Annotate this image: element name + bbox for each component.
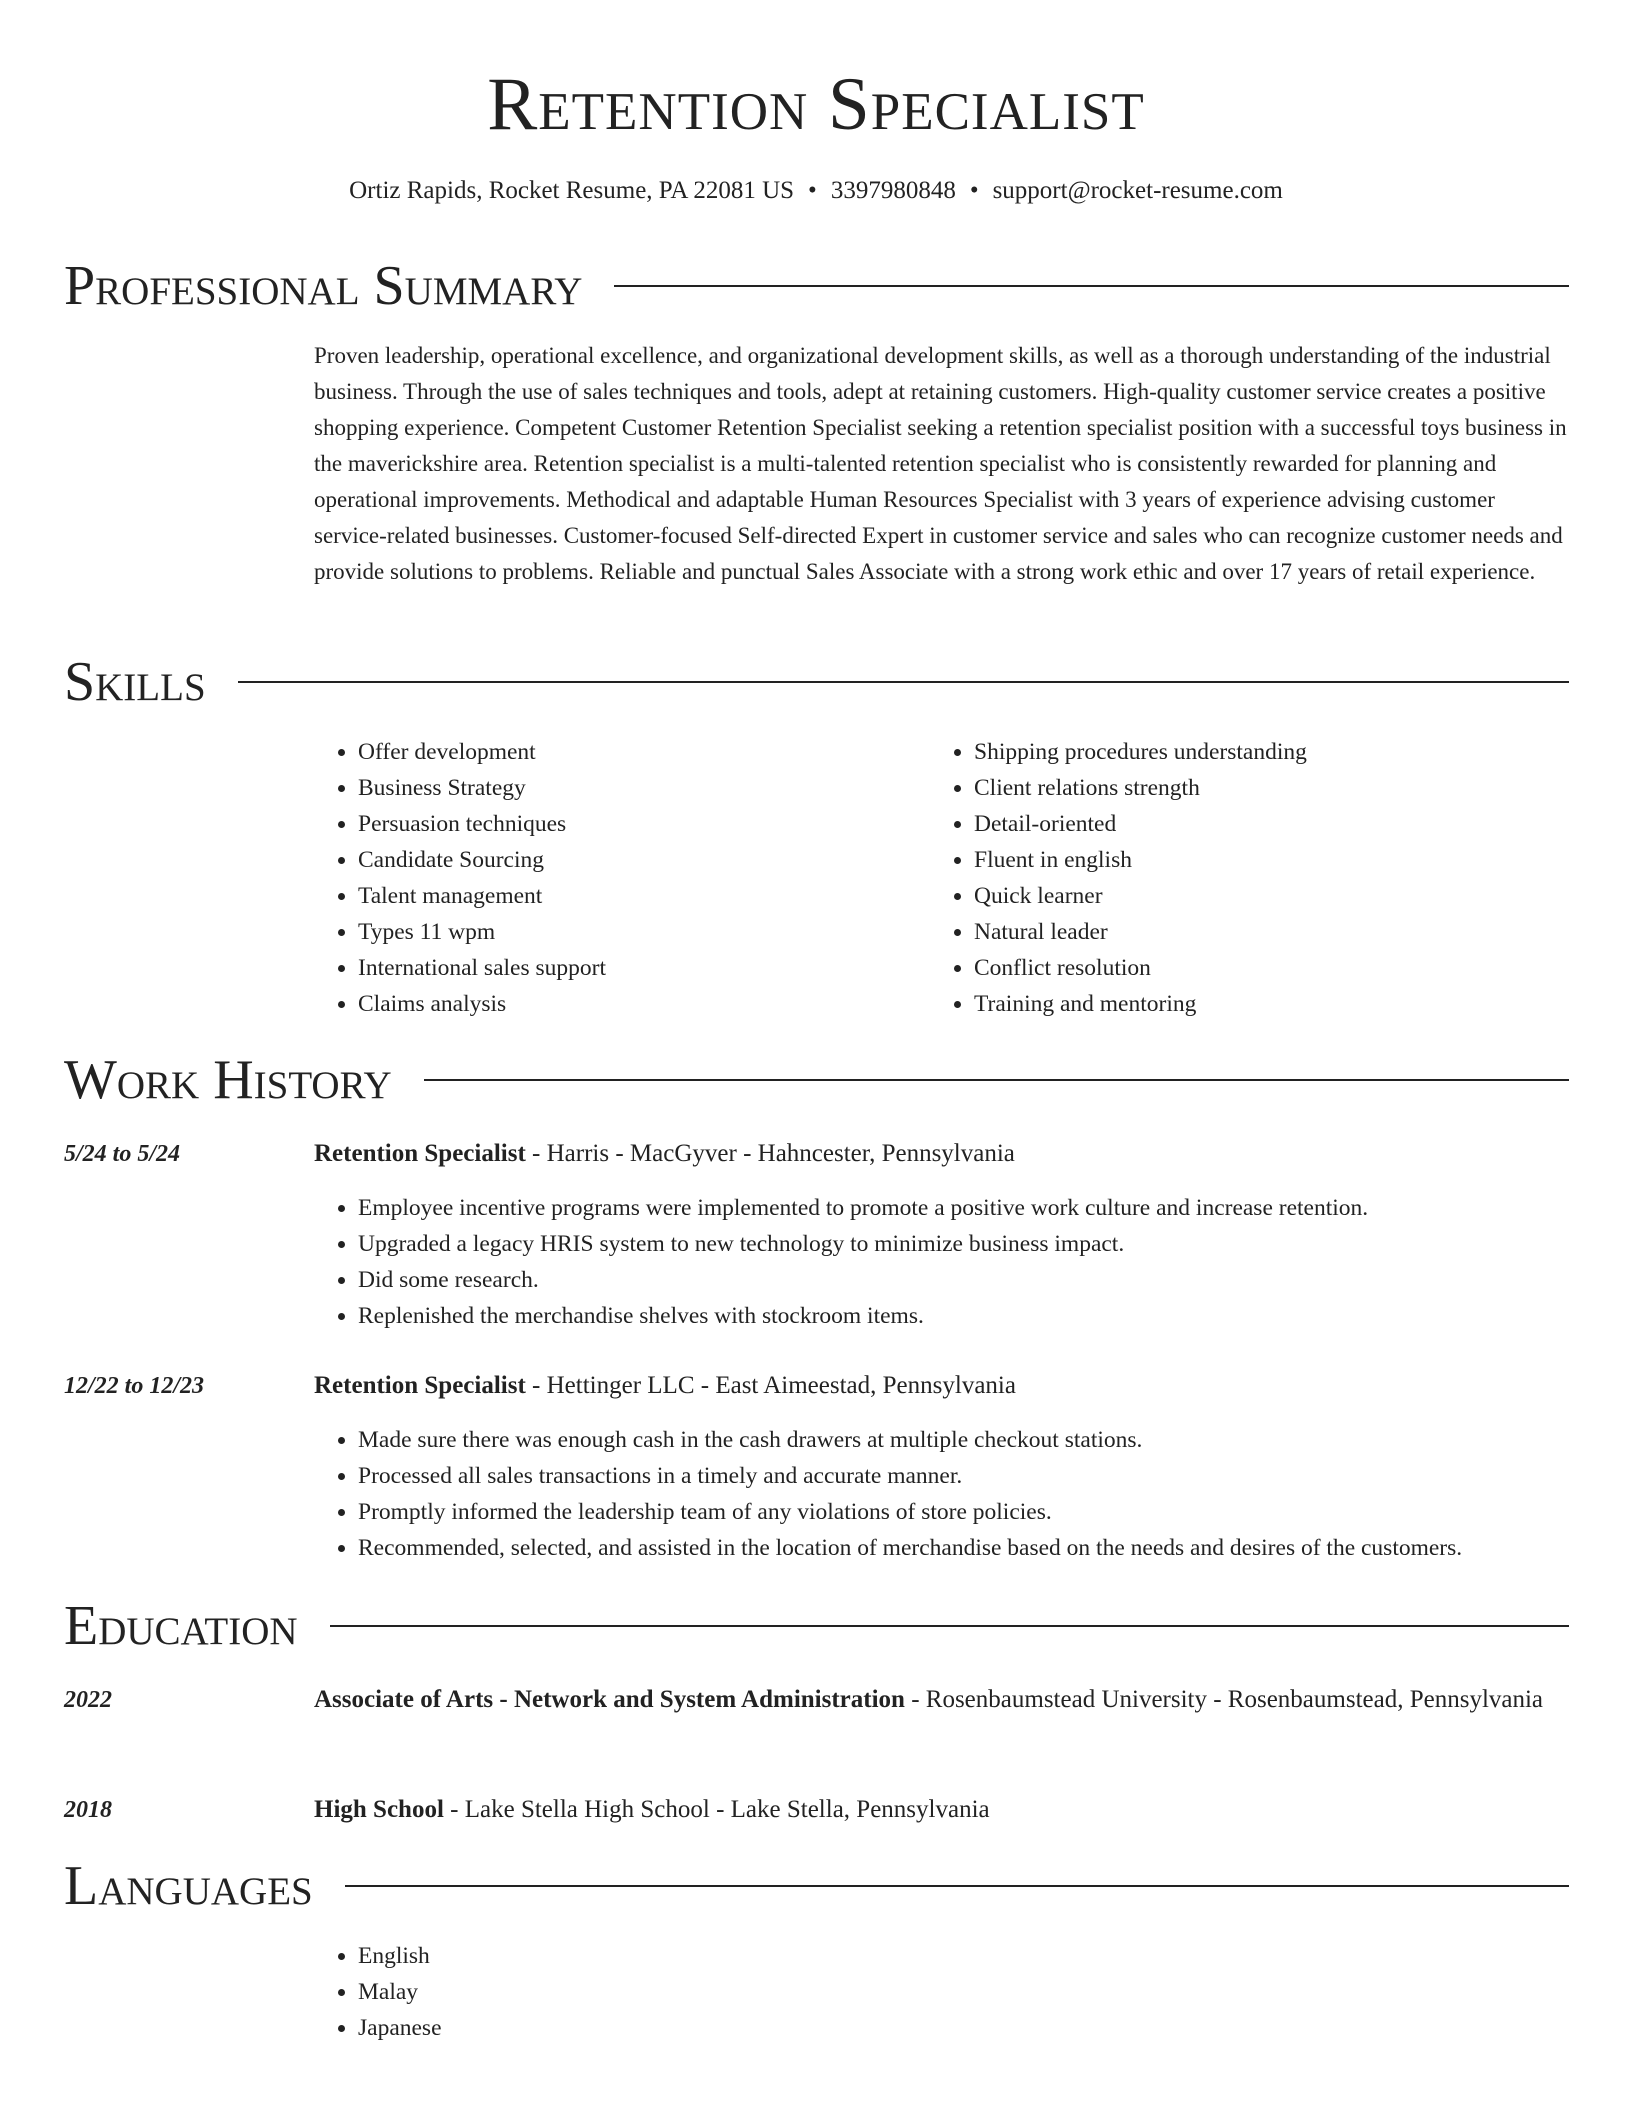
education-degree: High School	[314, 1796, 444, 1823]
language-item: • Malay	[358, 1974, 1592, 2010]
skill-item: • Claims analysis	[358, 986, 914, 1022]
contact-separator: •	[969, 177, 979, 204]
skills-right-column	[930, 734, 1570, 1022]
skills-section-header	[64, 650, 1569, 714]
resume-name: Retention Specialist	[487, 63, 1145, 146]
job-title-line	[314, 1134, 1569, 1174]
section-divider	[345, 1885, 1569, 1887]
job-duties	[314, 1422, 1592, 1566]
section-title: Skills	[64, 651, 206, 713]
languages-block	[314, 1938, 1592, 2046]
section-title: Work History	[64, 1049, 392, 1111]
skill-item: • International sales support	[358, 950, 914, 986]
contact-email[interactable]: support@rocket-resume.com	[992, 177, 1283, 204]
skill-item: • Candidate Sourcing	[358, 842, 914, 878]
job-duty-item: • Upgraded a legacy HRIS system to new technology to minimize business impact.	[358, 1226, 1592, 1262]
contact-address: Ortiz Rapids, Rocket Resume, PA 22081 US	[349, 177, 795, 204]
education-entry	[314, 1680, 1569, 1720]
job-duty-item: • Promptly informed the leadership team of any violations of store policies.	[358, 1494, 1592, 1530]
work-section-header	[64, 1048, 1569, 1112]
skill-item: • Client relations strength	[974, 770, 1570, 806]
skill-item: • Business Strategy	[358, 770, 914, 806]
languages-section-header	[64, 1854, 1569, 1918]
job-dates: 5/24 to 5/24	[64, 1141, 181, 1167]
job-title: Retention Specialist	[314, 1372, 526, 1399]
section-title: Languages	[64, 1855, 313, 1917]
skill-item: • Detail-oriented	[974, 806, 1570, 842]
job-title: Retention Specialist	[314, 1140, 526, 1167]
job-duties-list	[314, 1422, 1592, 1566]
skills-list	[930, 734, 1570, 1022]
job-duty-item: • Replenished the merchandise shelves with stockroom items.	[358, 1298, 1592, 1334]
job-duties	[314, 1190, 1592, 1334]
section-title: Education	[64, 1595, 298, 1657]
education-details: - Rosenbaumstead University - Rosenbaumstead, Pennsylvania	[904, 1686, 1544, 1713]
skill-item: • Fluent in english	[974, 842, 1570, 878]
job-dates: 12/22 to 12/23	[64, 1373, 205, 1399]
language-item: • Japanese	[358, 2010, 1592, 2046]
education-entry	[314, 1790, 1569, 1830]
skills-list	[314, 734, 914, 1022]
contact-separator: •	[808, 177, 817, 204]
section-title: Professional Summary	[64, 255, 583, 317]
education-year: 2022	[64, 1687, 112, 1713]
skill-item: • Offer development	[358, 734, 914, 770]
section-divider	[238, 681, 1569, 683]
education-section-header	[64, 1594, 1569, 1658]
contact-phone: 3397980848	[830, 177, 956, 204]
education-degree: Associate of Arts - Network and System Administration	[314, 1686, 905, 1713]
language-item: • English	[358, 1938, 1592, 1974]
skills-left-column	[314, 734, 914, 1022]
skill-item: • Shipping procedures understanding	[974, 734, 1570, 770]
skill-item: • Types 11 wpm	[358, 914, 914, 950]
job-duty-item: • Made sure there was enough cash in the cash drawers at multiple checkout stations.	[358, 1422, 1592, 1458]
section-divider	[330, 1625, 1569, 1627]
education-year: 2018	[64, 1797, 112, 1823]
job-duty-item: • Recommended, selected, and assisted in the location of merchandise based on the needs and desires of the customers.	[358, 1530, 1592, 1566]
summary-text: Proven leadership, operational excellence, and organizational development skills, as well as a thorough understanding of the industrial business. Through the use of sales techniques and tools, adept at retaining customers. High-quality customer service creates a positive shopping experience. Competent Customer Retention Specialist seeking a retention specialist position with a successful toys business in the maverickshire area. Retention specialist is a multi-talented retention specialist who is consistently rewarded for planning and operational improvements. Methodical and adaptable Human Resources Specialist with 3 years of experience advising customer service-related businesses. Customer-focused Self-directed Expert in customer service and sales who can recognize customer needs and provide solutions to problems. Reliable and punctual Sales Associate with a strong work ethic and over 17 years of retail experience.	[314, 343, 1567, 584]
job-duty-item: • Employee incentive programs were implemented to promote a positive work culture and increase retention.	[358, 1190, 1592, 1226]
skill-item: • Conflict resolution	[974, 950, 1570, 986]
section-divider	[424, 1079, 1569, 1081]
skill-item: • Natural leader	[974, 914, 1570, 950]
skill-item: • Persuasion techniques	[358, 806, 914, 842]
job-duty-item: • Processed all sales transactions in a timely and accurate manner.	[358, 1458, 1592, 1494]
skill-item: • Quick learner	[974, 878, 1570, 914]
skill-item: • Training and mentoring	[974, 986, 1570, 1022]
summary-section-header	[64, 254, 1569, 318]
languages-list	[314, 1938, 1592, 2046]
section-divider	[614, 285, 1569, 287]
job-details: - Harris - MacGyver - Hahncester, Pennsylvania	[525, 1140, 1015, 1167]
contact-line	[0, 174, 1632, 208]
job-title-line	[314, 1366, 1569, 1406]
skill-item: • Talent management	[358, 878, 914, 914]
job-details: - Hettinger LLC - East Aimeestad, Pennsylvania	[525, 1372, 1016, 1399]
job-duties-list	[314, 1190, 1592, 1334]
education-details: - Lake Stella High School - Lake Stella, Pennsylvania	[443, 1796, 990, 1823]
job-duty-item: • Did some research.	[358, 1262, 1592, 1298]
